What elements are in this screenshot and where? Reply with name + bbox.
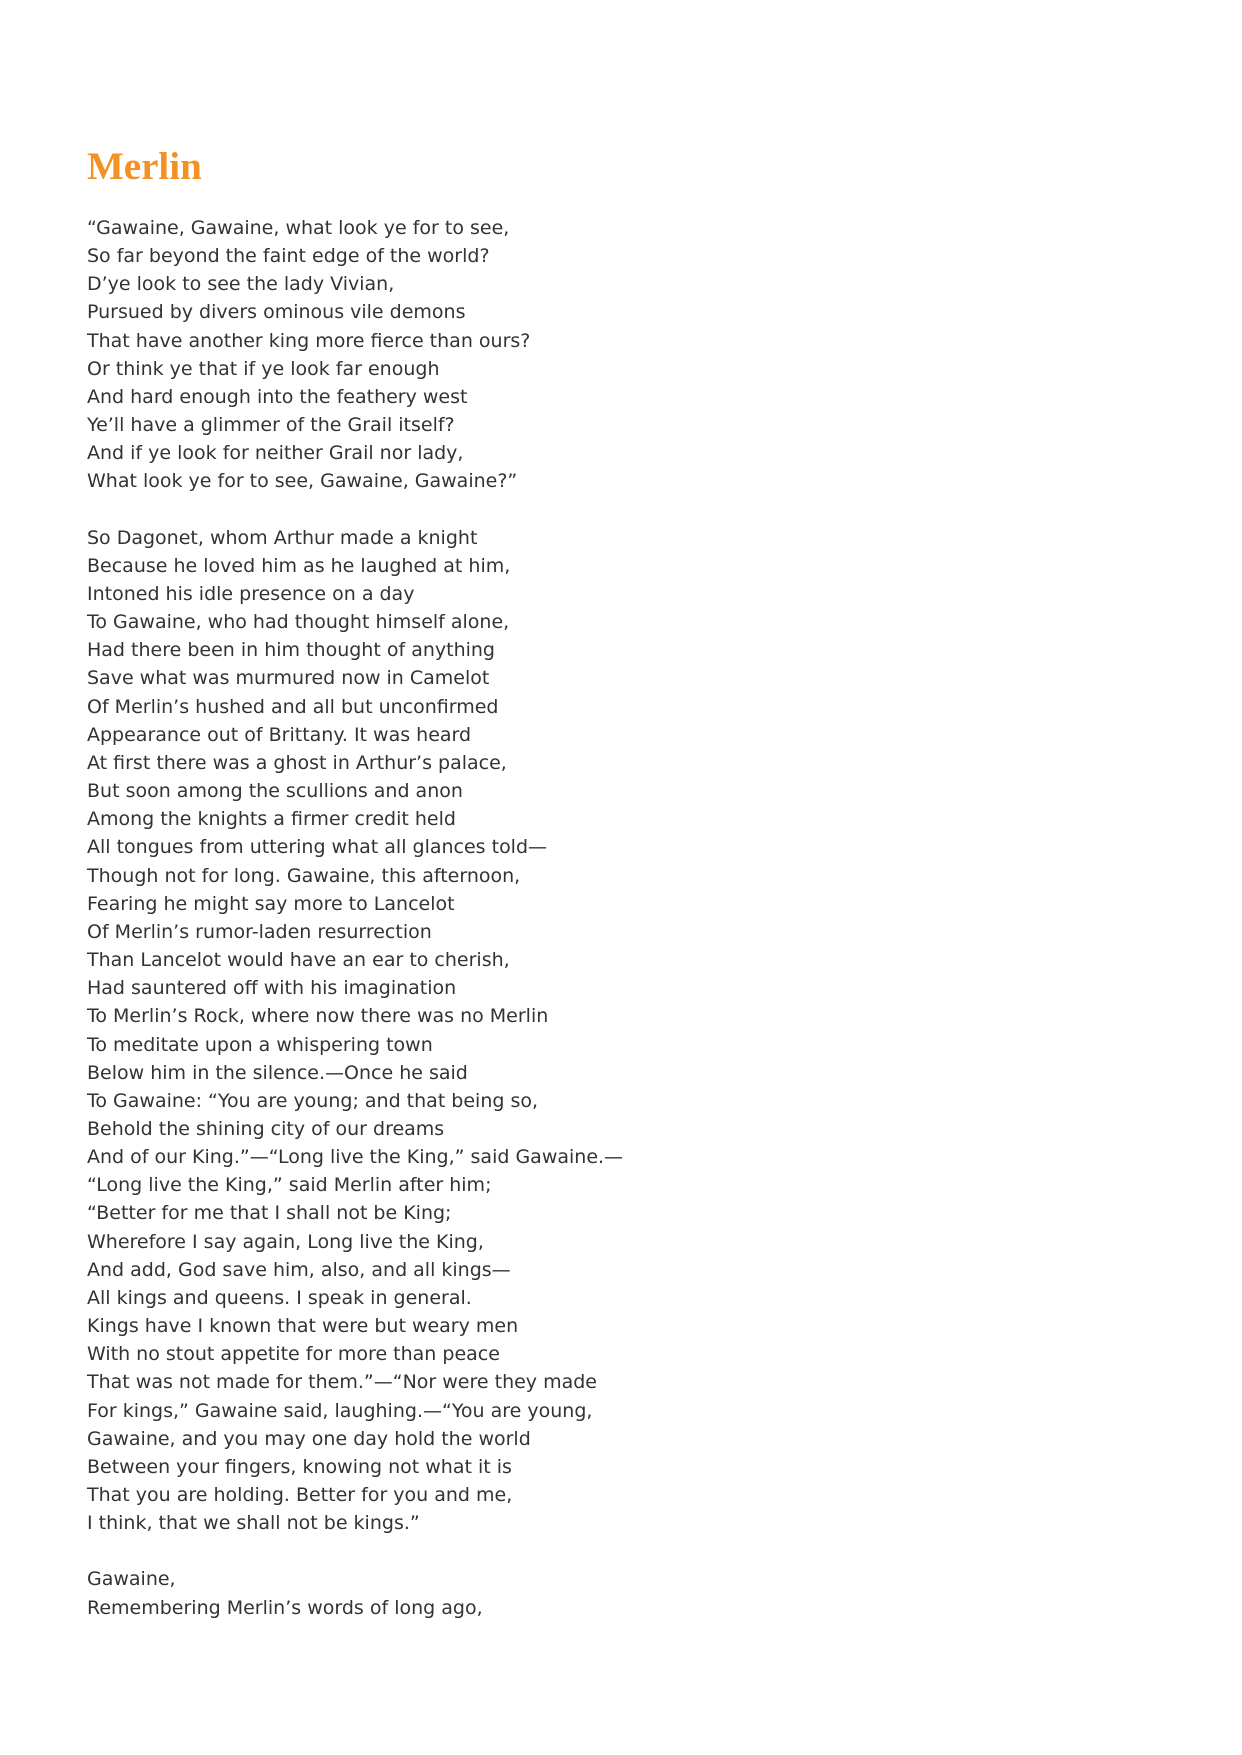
poem-line: Fearing he might say more to Lancelot xyxy=(87,892,455,915)
poem-line: So far beyond the faint edge of the world? xyxy=(87,245,490,268)
poem-line: D’ye look to see the lady Vivian, xyxy=(87,273,395,296)
poem-line: That have another king more fierce than ours? xyxy=(87,329,531,352)
poem-line: And hard enough into the feathery west xyxy=(87,385,468,408)
poem-line: That you are holding. Better for you and me, xyxy=(87,1484,513,1507)
poem-line: Kings have I known that were but weary men xyxy=(87,1315,519,1338)
poem-line: But soon among the scullions and anon xyxy=(87,780,463,803)
poem-line: Remembering Merlin’s words of long ago, xyxy=(87,1596,483,1619)
poem-line: Appearance out of Brittany. It was heard xyxy=(87,723,472,746)
poem-line: That was not made for them.”—“Nor were they made xyxy=(87,1371,597,1394)
poem-line: Had there been in him thought of anything xyxy=(87,639,495,662)
poem-line: Or think ye that if ye look far enough xyxy=(87,357,440,380)
poem-line: What look ye for to see, Gawaine, Gawaine?” xyxy=(87,470,518,493)
poem-line: Though not for long. Gawaine, this afternoon, xyxy=(87,864,521,887)
poem-line: “Better for me that I shall not be King; xyxy=(87,1202,452,1225)
poem-stanza xyxy=(87,524,623,1538)
poem-line: “Long live the King,” said Merlin after him; xyxy=(87,1174,492,1197)
poem-line: With no stout appetite for more than peace xyxy=(87,1343,500,1366)
page-title: Merlin xyxy=(87,145,202,188)
poem-line: Wherefore I say again, Long live the King, xyxy=(87,1230,484,1253)
poem-line: Than Lancelot would have an ear to cherish, xyxy=(87,949,510,972)
poem-line: Among the knights a firmer credit held xyxy=(87,808,456,831)
poem-line: And add, God save him, also, and all kings— xyxy=(87,1258,511,1281)
poem-line: And of our King.”—“Long live the King,” said Gawaine.— xyxy=(87,1146,624,1169)
poem-line: Of Merlin’s rumor-laden resurrection xyxy=(87,920,432,943)
poem-line: Gawaine, and you may one day hold the world xyxy=(87,1427,531,1450)
poem-line: Save what was murmured now in Camelot xyxy=(87,667,490,690)
poem-line: Between your fingers, knowing not what it is xyxy=(87,1455,512,1478)
poem-line: Because he loved him as he laughed at him, xyxy=(87,554,511,577)
poem-line: To meditate upon a whispering town xyxy=(87,1033,433,1056)
poem-line: Intoned his idle presence on a day xyxy=(87,583,415,606)
poem-line: Behold the shining city of our dreams xyxy=(87,1117,445,1140)
poem-line: So Dagonet, whom Arthur made a knight xyxy=(87,526,478,549)
poem-line: And if ye look for neither Grail nor lady, xyxy=(87,442,464,465)
poem-stanza xyxy=(87,214,623,496)
poem-body xyxy=(87,214,623,1650)
poem-line: Of Merlin’s hushed and all but unconfirmed xyxy=(87,695,499,718)
poem-stanza xyxy=(87,1565,623,1621)
poem-line: All tongues from uttering what all glances told— xyxy=(87,836,548,859)
poem-line: To Gawaine, who had thought himself alone, xyxy=(87,611,510,634)
poem-line: Had sauntered off with his imagination xyxy=(87,977,457,1000)
poem-line: Below him in the silence.—Once he said xyxy=(87,1061,468,1084)
poem-line: I think, that we shall not be kings.” xyxy=(87,1512,420,1535)
poem-line: Ye’ll have a glimmer of the Grail itself? xyxy=(87,414,455,437)
poem-line: To Merlin’s Rock, where now there was no Merlin xyxy=(87,1005,549,1028)
poem-line: Pursued by divers ominous vile demons xyxy=(87,301,466,324)
poem-line: All kings and queens. I speak in general. xyxy=(87,1286,472,1309)
poem-line: At first there was a ghost in Arthur’s palace, xyxy=(87,751,507,774)
poem-line: “Gawaine, Gawaine, what look ye for to see, xyxy=(87,217,510,239)
poem-line: Gawaine, xyxy=(87,1568,176,1591)
poem-line: For kings,” Gawaine said, laughing.—“You are young, xyxy=(87,1399,593,1422)
poem-line: To Gawaine: “You are young; and that being so, xyxy=(87,1089,539,1112)
